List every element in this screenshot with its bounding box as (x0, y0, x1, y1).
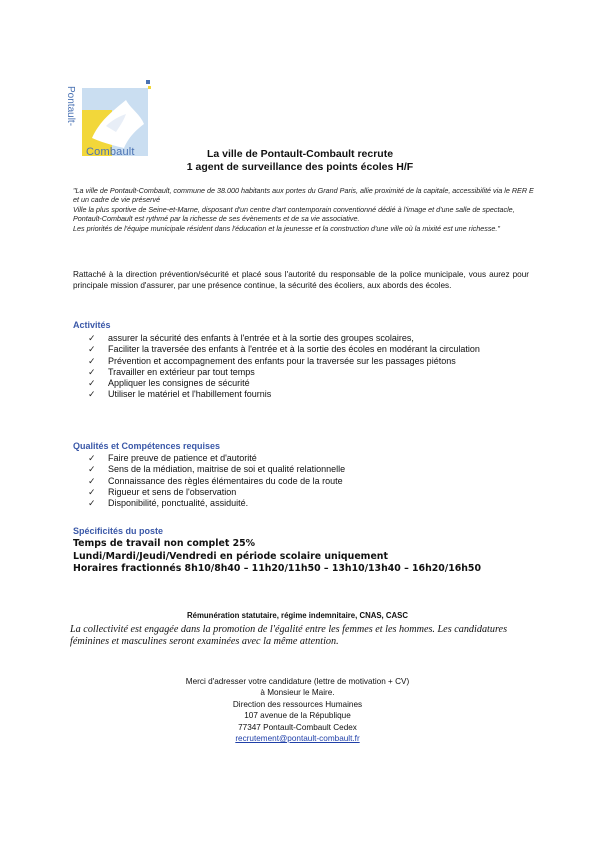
checkmark-icon: ✓ (88, 464, 96, 475)
qualities-item-text: Rigueur et sens de l'observation (108, 486, 237, 497)
activities-item (88, 344, 536, 355)
qualities-item (88, 464, 536, 475)
contact-line-1: Merci d'adresser votre candidature (lettre de motivation + CV) (185, 677, 410, 686)
activities-item-text: assurer la sécurité des enfants à l'entrée et à la sortie des groupes scolaires, (108, 333, 414, 343)
work-hours: Horaires fractionnés 8h10/8h40 – 11h20/11h50 – 13h10/13h40 – 16h20/16h50 (73, 563, 481, 575)
title-line-2: 1 agent de surveillance des points écoles H/F (186, 161, 414, 173)
specifics-title: Spécificités du poste (73, 526, 164, 536)
activities-item-text: Faciliter la traversée des enfants à l'entrée et à la sortie des écoles en modérant la circulation (108, 344, 480, 355)
title-line-1: La ville de Pontault-Combault recrute (206, 148, 394, 160)
activities-item-text: Prévention et accompagnement des enfants pour la traversée sur les passages piétons (108, 355, 456, 366)
checkmark-icon: ✓ (88, 475, 96, 486)
activities-title: Activités (73, 320, 111, 330)
qualities-item (88, 453, 536, 464)
activities-item (88, 378, 536, 389)
checkmark-icon: ✓ (88, 366, 96, 377)
activities-item (88, 333, 536, 344)
intro-quote (73, 186, 541, 233)
qualities-item-text: Sens de la médiation, maitrise de soi et qualité relationnelle (108, 464, 346, 475)
activities-item (88, 367, 536, 378)
qualities-item-text: Connaissance des règles élémentaires du code de la route (108, 475, 343, 486)
activities-item (88, 356, 536, 367)
svg-text:Pontault-: Pontault- (65, 86, 76, 127)
activities-list (88, 333, 536, 401)
work-days: Lundi/Mardi/Jeudi/Vendredi en période scolaire uniquement (73, 550, 388, 562)
activities-item-text: Utiliser le matériel et l'habillement fournis (108, 389, 272, 400)
activities-item (88, 389, 536, 400)
intro-paragraph-3: Les priorités de l'équipe municipale résident dans l'éducation et la jeunesse et la construction d'une ville où la mixité est une richesse." (73, 223, 500, 233)
email-link[interactable]: recrutement@pontault-combault.fr (235, 734, 360, 744)
contact-line-5: 77347 Pontault-Combault Cedex (238, 722, 357, 732)
qualities-title: Qualités et Compétences requises (73, 441, 221, 451)
checkmark-icon: ✓ (88, 378, 96, 389)
specifics-details (73, 538, 481, 576)
qualities-item-text: Disponibilité, ponctualité, assiduité. (108, 498, 249, 509)
qualities-item (88, 498, 536, 509)
checkmark-icon: ✓ (88, 333, 96, 343)
logo-vertical-text (64, 84, 84, 144)
mission-paragraph: Rattaché à la direction prévention/sécurité et placé sous l'autorité du responsable de la police municipale, vous aurez pour principale mission d'assurer, par une présence continue, la sécurité des écoliers, aux abords des écoles. (73, 270, 529, 290)
checkmark-icon: ✓ (88, 389, 96, 400)
qualities-item (88, 487, 536, 498)
work-time: Temps de travail non complet 25% (73, 538, 256, 549)
checkmark-icon: ✓ (88, 486, 96, 497)
checkmark-icon: ✓ (88, 453, 96, 463)
activities-item-text: Travailler en extérieur par tout temps (108, 366, 255, 377)
contact-line-4: 107 avenue de la République (244, 711, 351, 721)
remuneration-line: Rémunération statutaire, régime indemnitaire, CNAS, CASC (187, 611, 408, 620)
page-title (120, 148, 480, 174)
checkmark-icon: ✓ (88, 498, 96, 509)
intro-paragraph-1: "La ville de Pontault-Combault, commune de 38.000 habitants aux portes du Grand Paris, allie proximité de la capitale, accessibilité via le RER E et un cadre de vie préservé (73, 186, 534, 205)
logo-bottom-text: Combault (86, 146, 135, 158)
qualities-item-text: Faire preuve de patience et d'autorité (108, 453, 257, 463)
qualities-list (88, 453, 536, 509)
activities-item-text: Appliquer les consignes de sécurité (108, 378, 250, 389)
checkmark-icon: ✓ (88, 344, 96, 355)
contact-block (0, 676, 595, 744)
contact-line-2: à Monsieur le Maire. (260, 688, 335, 698)
qualities-item (88, 476, 536, 487)
checkmark-icon: ✓ (88, 355, 96, 366)
equality-statement: La collectivité est engagée dans la promotion de l'égalité entre les femmes et les hommes. Les candidatures féminines et masculines seront examinées avec la même attention. (70, 624, 508, 648)
contact-line-3: Direction des ressources Humaines (232, 699, 363, 709)
intro-paragraph-2: Ville la plus sportive de Seine-et-Marne, disposant d'un centre d'art contemporain conventionné dédié à l'image et d'une salle de spectacle, Pontault-Combault est rythmé par la richesse de ses évènements et de sa vie associative. (73, 204, 515, 224)
